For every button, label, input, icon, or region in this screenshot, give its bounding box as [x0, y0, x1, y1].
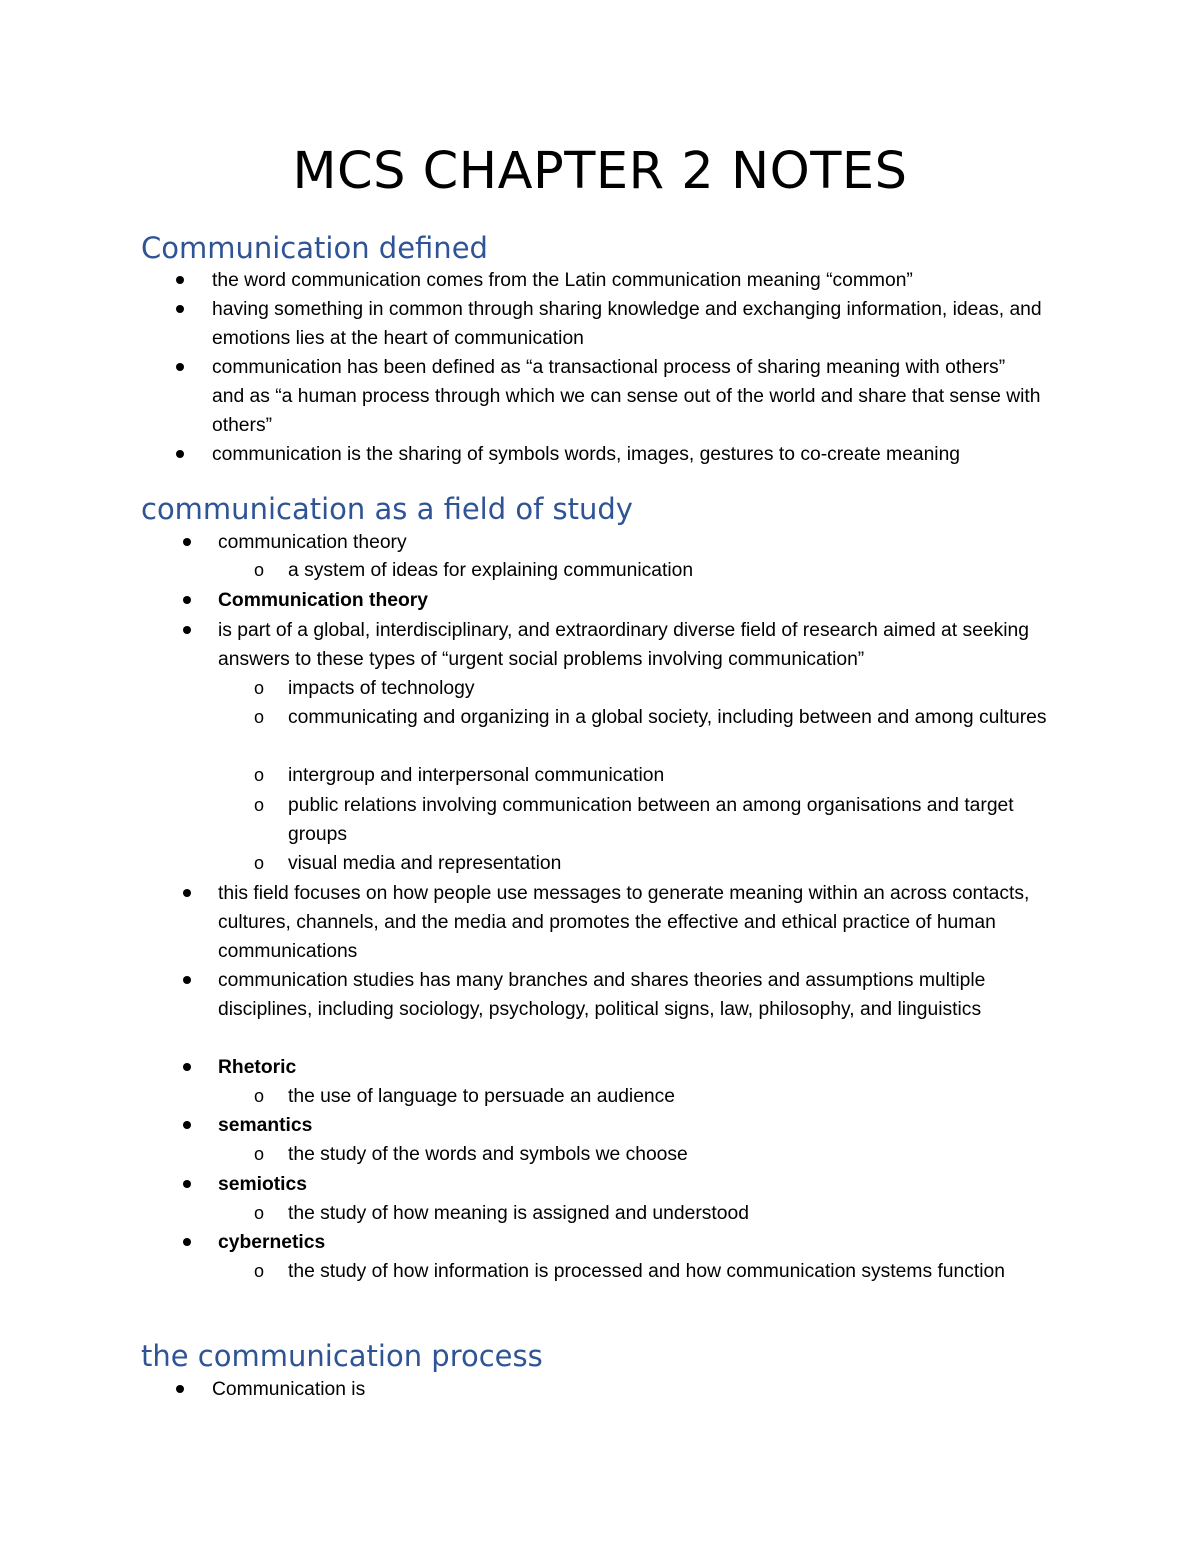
sub-list-item: the use of language to persuade an audience: [288, 1086, 676, 1107]
section-heading-field-of-study: communication as a field of study: [141, 492, 633, 526]
list-item: Rhetoric: [218, 1057, 297, 1078]
bullet-icon: [183, 1238, 191, 1246]
sub-list-item: the study of the words and symbols we choose: [288, 1144, 688, 1165]
bullet-icon: [183, 1180, 191, 1188]
section-heading-communication-process: the communication process: [141, 1339, 543, 1373]
bullet-icon: [183, 1121, 191, 1129]
list-item: cybernetics: [218, 1232, 326, 1253]
bullet-icon: [183, 596, 191, 604]
sub-bullet-icon: o: [254, 1261, 265, 1281]
bullet-icon: [176, 305, 184, 313]
sub-bullet-icon: o: [254, 1086, 265, 1106]
list-item: Communication theory: [218, 590, 428, 611]
list-item: semiotics: [218, 1174, 307, 1195]
list-item: communication is the sharing of symbols words, images, gestures to co-create meaning: [212, 444, 961, 465]
sub-list-item: visual media and representation: [288, 853, 562, 874]
bullet-icon: [176, 450, 184, 458]
bullet-icon: [183, 538, 191, 546]
section-heading-communication-defined: Communication defined: [141, 231, 488, 265]
sub-bullet-icon: o: [254, 795, 265, 815]
list-item: is part of a global, interdisciplinary, and extraordinary diverse field of research aimed at seeking answers to these types of “urgent social problems involving communication”: [218, 620, 1029, 671]
list-item: communication theory: [218, 532, 407, 553]
sub-bullet-icon: o: [254, 1203, 265, 1223]
list-item: this field focuses on how people use messages to generate meaning within an across contacts, cultures, channels, and the media and promotes the effective and ethical practice of human communications: [218, 883, 1030, 963]
sub-list-item: impacts of technology: [288, 678, 475, 699]
sub-bullet-icon: o: [254, 560, 265, 580]
sub-bullet-icon: o: [254, 678, 265, 698]
sub-list-item: the study of how meaning is assigned and understood: [288, 1203, 749, 1224]
sub-bullet-icon: o: [254, 1144, 265, 1164]
bullet-icon: [176, 276, 184, 284]
sub-bullet-icon: o: [254, 707, 265, 727]
document-title: MCS CHAPTER 2 NOTES: [292, 142, 908, 201]
bullet-icon: [176, 363, 184, 371]
bullet-icon: [183, 1063, 191, 1071]
list-item: the word communication comes from the Latin communication meaning “common”: [212, 270, 913, 291]
sub-list-item: communicating and organizing in a global society, including between and among cultures: [288, 707, 1047, 728]
list-item: semantics: [218, 1115, 313, 1136]
bullet-icon: [183, 626, 191, 634]
sub-list-item: intergroup and interpersonal communication: [288, 765, 665, 786]
bullet-icon: [183, 889, 191, 897]
bullet-icon: [176, 1385, 184, 1393]
list-item: Communication is: [212, 1379, 366, 1400]
list-item: having something in common through sharing knowledge and exchanging information, ideas, and emotions lies at the heart of communication: [212, 299, 1042, 350]
sub-list-item: public relations involving communication between an among organisations and target groups: [288, 795, 1014, 846]
sub-list-item: the study of how information is processed and how communication systems function: [288, 1261, 1005, 1282]
sub-bullet-icon: o: [254, 853, 265, 873]
list-item: communication studies has many branches and shares theories and assumptions multiple disciplines, including sociology, psychology, political signs, law, philosophy, and linguistics: [218, 970, 986, 1021]
list-item: communication has been defined as “a transactional process of sharing meaning with others” and as “a human process through which we can sense out of the world and share that sense with others”: [212, 357, 1041, 437]
sub-list-item: a system of ideas for explaining communication: [288, 560, 694, 581]
sub-bullet-icon: o: [254, 765, 265, 785]
bullet-icon: [183, 976, 191, 984]
